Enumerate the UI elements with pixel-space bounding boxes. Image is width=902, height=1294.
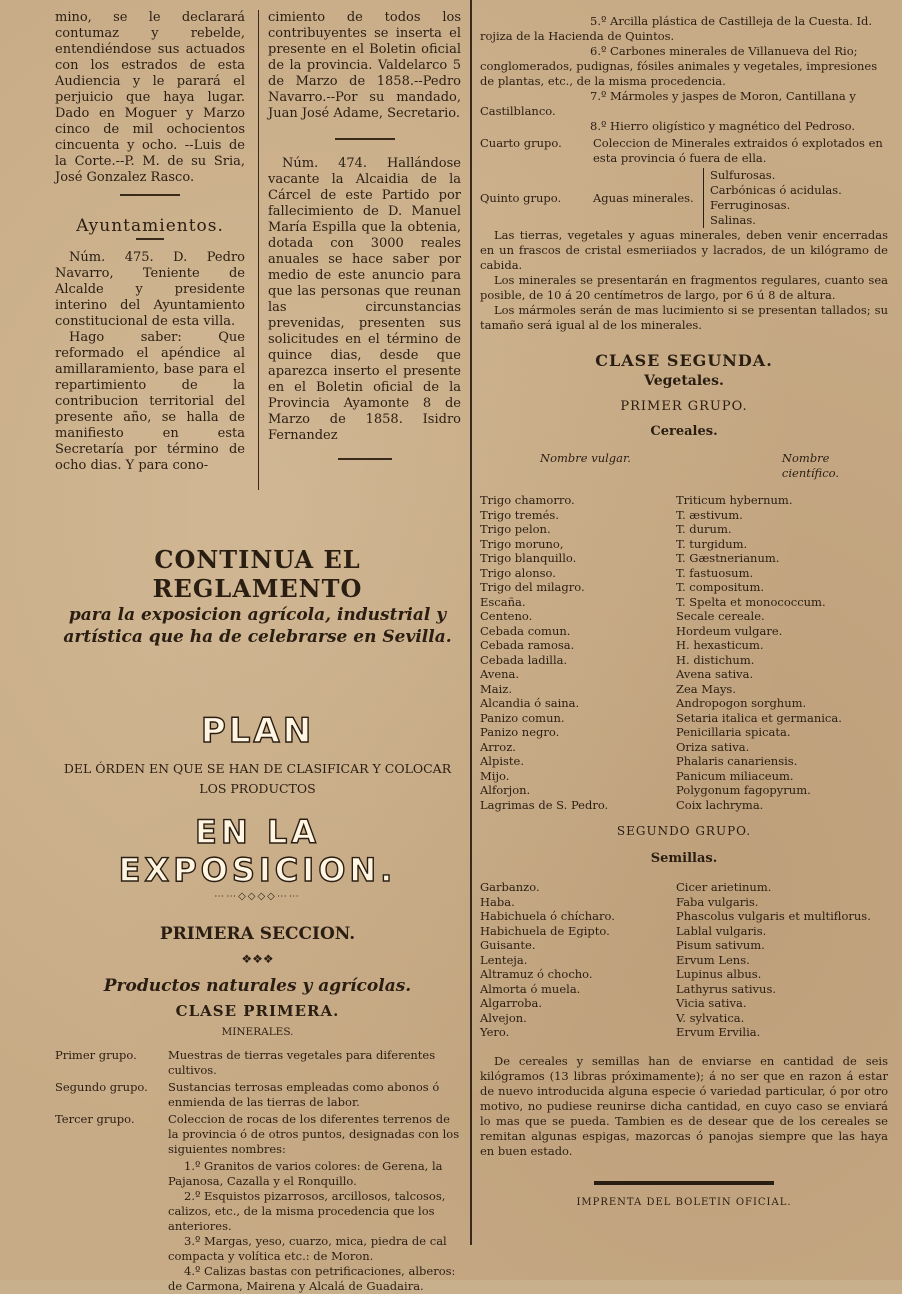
common-name: Yero. <box>480 1025 510 1039</box>
divider <box>338 458 392 460</box>
clase-primera-heading: CLASE PRIMERA. <box>175 1002 340 1020</box>
group-label: Cuarto grupo. <box>480 136 562 150</box>
paragraph: Los minerales se presentarán en fragmentos regulares, cuanto sea posible, de 10 á 20 centímetros de largo, por 6 ú 8 de altura. <box>480 273 888 302</box>
table-row <box>480 967 888 982</box>
semillas-heading: Semillas. <box>650 851 718 866</box>
ornament: ⋯⋯◇◇◇◇⋯⋯ <box>214 891 301 902</box>
table-row <box>480 696 888 711</box>
table-row <box>480 880 888 895</box>
group-text: Sustancias terrosas empleadas como abonos ó enmienda de las tierras de labor. <box>168 1080 440 1109</box>
rock-item: 6.º Carbones minerales de Villanueva del Rio; conglomerados, pudignas, fósiles animales y vegetales, impresiones de plantas, etc., de la misma procedencia. <box>480 44 878 88</box>
scientific-name: Zea Mays. <box>676 681 736 696</box>
common-name: Habichuela de Egipto. <box>480 923 610 938</box>
group-text: Muestras de tierras vegetales para diferentes cultivos. <box>168 1048 436 1077</box>
group-label: Tercer grupo. <box>55 1112 135 1126</box>
common-name: Centeno. <box>480 609 533 623</box>
common-name: Haba. <box>480 894 515 909</box>
table-row <box>480 508 888 523</box>
notice-475-body: Hago saber: Que reformado el apéndice al amillaramiento, base para el repartimiento de la contribucion territorial del presente año, se halla de manifiesto en esta Secretaría por término de ocho dias. Y para cono- <box>55 330 245 473</box>
scientific-name: Vicia sativa. <box>676 996 747 1010</box>
scientific-name: Faba vulgaris. <box>676 894 759 909</box>
table-row <box>480 754 888 769</box>
common-name: Cebada comun. <box>480 623 571 638</box>
common-name: Almorta ó muela. <box>480 981 581 996</box>
minerales-heading: MINERALES. <box>221 1026 294 1038</box>
common-name: Trigo blanquillo. <box>480 551 577 565</box>
table-row <box>480 982 888 997</box>
common-name: Alforjon. <box>480 783 531 797</box>
scientific-name: Ervum Lens. <box>676 952 750 967</box>
table-row <box>480 953 888 968</box>
scientific-name: Oriza sativa. <box>676 739 750 754</box>
column-divider-left <box>258 10 259 490</box>
regulation-subtitle-2: artística que ha de celebrarse en Sevilla. <box>63 627 452 647</box>
table-row <box>480 566 888 581</box>
common-name: Algarroba. <box>480 996 542 1010</box>
scientific-name: Lathyrus sativus. <box>676 981 776 996</box>
exposition-heading: EN LA EXPOSICION. <box>118 813 397 889</box>
common-name: Arroz. <box>480 739 516 754</box>
agua-item: Salinas. <box>710 213 756 227</box>
common-name: Trigo chamorro. <box>480 493 575 507</box>
group-row <box>55 1080 460 1110</box>
group-label: Segundo grupo. <box>55 1080 148 1094</box>
paragraph: Los mármoles serán de mas lucimiento si se presentan tallados; su tamaño será igual al de los minerales. <box>480 303 888 332</box>
scientific-name: Cicer arietinum. <box>676 880 772 894</box>
scientific-name: Phalaris canariensis. <box>676 754 798 768</box>
common-name: Habichuela ó chícharo. <box>480 909 615 923</box>
vegetales-heading: Vegetales. <box>644 373 724 389</box>
table-row <box>480 667 888 682</box>
order-line-1: DEL ÓRDEN EN QUE SE HAN DE CLASIFICAR Y COLOCAR <box>63 761 452 776</box>
common-name: Trigo tremés. <box>480 507 559 522</box>
common-name: Lenteja. <box>480 952 528 967</box>
divider <box>335 138 395 140</box>
table-row <box>480 537 888 552</box>
scientific-name: H. hexasticum. <box>676 638 764 652</box>
common-name: Trigo pelon. <box>480 522 551 536</box>
group-label: Primer grupo. <box>55 1048 137 1062</box>
divider <box>594 1181 774 1185</box>
group-row <box>55 1112 460 1157</box>
table-row <box>480 580 888 595</box>
agua-item: Ferruginosas. <box>710 198 791 212</box>
rock-item: 8.º Hierro oligístico y magnético del Pedroso. <box>590 119 856 133</box>
scientific-name: T. turgidum. <box>676 536 748 551</box>
common-name: Cebada ladilla. <box>480 652 568 667</box>
common-name: Avena. <box>480 667 520 681</box>
common-name: Panizo comun. <box>480 710 565 725</box>
notice-475-header: Núm. 475. D. Pedro Navarro, Teniente de Alcalde y presidente interino del Ayuntamiento constitucional de esta villa. <box>55 250 245 329</box>
order-line-2: LOS PRODUCTOS <box>199 781 316 796</box>
paragraph: Las tierras, vegetales y aguas minerales, deben venir encerradas en un frascos de cristal esmeriiados y lacrados, de un kilógramo de cabida. <box>480 228 888 272</box>
table-row <box>480 551 888 566</box>
column-b <box>268 10 461 468</box>
group-row <box>480 136 888 166</box>
rock-item: 4.º Calizas bastas con petrificaciones, alberos: de Carmona, Mairena y Alcalá de Guadaira. <box>168 1264 456 1293</box>
group-row <box>55 1048 460 1078</box>
scientific-name: T. fastuosum. <box>676 565 754 580</box>
ornament: ❖❖❖ <box>241 952 274 966</box>
scientific-name: Lupinus albus. <box>676 967 762 981</box>
column-c <box>480 14 888 1210</box>
table-row <box>480 493 888 508</box>
group-text: Coleccion de Minerales extraidos ó explotados en esta provincia ó fuera de ella. <box>593 136 883 165</box>
agua-item: Carbónicas ó acidulas. <box>710 183 842 197</box>
scientific-name: Phascolus vulgaris et multiflorus. <box>676 909 871 923</box>
vulgar-header: Nombre vulgar. <box>540 451 631 465</box>
scientific-name: T. Gæstnerianum. <box>676 551 780 565</box>
section-heading: PRIMERA SECCION. <box>159 924 356 944</box>
table-row <box>480 769 888 784</box>
table-row <box>480 725 888 740</box>
table-row <box>480 609 888 624</box>
column-divider-center <box>470 0 472 1245</box>
common-name: Alcandia ó saina. <box>480 696 580 710</box>
scientific-name: Secale cereale. <box>676 609 765 623</box>
table-row <box>480 653 888 668</box>
seeds-table <box>480 880 888 1040</box>
table-row <box>480 595 888 610</box>
rock-item: 7.º Mármoles y jaspes de Moron, Cantillana y Castilblanco. <box>480 89 856 118</box>
paragraph: De cereales y semillas han de enviarse en cantidad de seis kilógramos (13 libras próximamente); á no ser que en razon á estar de nuevo introducida alguna especie ó variedad particular, ó por otro motivo, no pudiese reunirse dicha cantidad, en cuyo caso se enviará lo mas que se pueda. Tambien es de desear que de los cereales se remitan algunas espigas, mazorcas ó panojas siempre que las haya en buen estado. <box>480 1053 888 1158</box>
table-row <box>480 1025 888 1040</box>
plan-heading: PLAN <box>200 711 315 751</box>
scientific-name: Coix lachryma. <box>676 797 764 812</box>
scientific-name: T. æstivum. <box>676 507 743 522</box>
agua-item: Sulfurosas. <box>710 168 776 182</box>
table-row <box>480 740 888 755</box>
column-headers <box>480 451 888 481</box>
aguas-list <box>703 168 842 228</box>
common-name: Mijo. <box>480 768 510 783</box>
table-row <box>480 924 888 939</box>
scientific-name: Avena sativa. <box>676 667 754 681</box>
quinto-grupo <box>480 168 888 228</box>
common-name: Maiz. <box>480 681 513 696</box>
rock-item: 1.º Granitos de varios colores: de Gerena, la Pajanosa, Cazalla y el Ronquillo. <box>168 1159 443 1188</box>
scientific-name: T. durum. <box>676 522 732 536</box>
table-row <box>480 711 888 726</box>
table-row <box>480 682 888 697</box>
common-name: Lagrimas de S. Pedro. <box>480 797 609 812</box>
scientific-name: Ervum Ervilia. <box>676 1025 761 1039</box>
aguas-label: Aguas minerales. <box>593 190 694 205</box>
column-a <box>55 10 245 474</box>
group-label: Quinto grupo. <box>480 190 562 205</box>
scientific-name: Pisum sativum. <box>676 938 765 952</box>
common-name: Alvejon. <box>480 1010 527 1025</box>
cereales-heading: Cereales. <box>650 424 718 439</box>
scientific-name: Hordeum vulgare. <box>676 623 783 638</box>
group-text: Coleccion de rocas de los diferentes terrenos de la provincia ó de otros puntos, designadas con los siguientes nombres: <box>168 1112 460 1156</box>
table-row <box>480 938 888 953</box>
regulation-subtitle-1: para la exposicion agrícola, industrial y <box>68 605 447 625</box>
scientific-name: Penicillaria spicata. <box>676 725 791 739</box>
common-name: Garbanzo. <box>480 880 540 894</box>
segundo-grupo-heading: SEGUNDO GRUPO. <box>616 824 752 838</box>
scientific-name: Polygonum fagopyrum. <box>676 783 811 797</box>
valdelarco-notice-end: cimiento de todos los contribuyentes se inserta el presente en el Boletin oficial de la provincia. Valdelarco 5 de Marzo de 1858.--Pedro Navarro.--Por su mandado, Juan José Adame, Secretario. <box>268 10 461 121</box>
scientific-name: Andropogon sorghum. <box>676 696 807 710</box>
primer-grupo-heading: PRIMER GRUPO. <box>620 399 748 414</box>
table-row <box>480 783 888 798</box>
moguer-notice-end: mino, se le declarará contumaz y rebelde, entendiéndose sus actuados con los estrados de esta Audiencia y le parará el perjuicio que haya lugar. Dado en Moguer y Marzo cinco de mil ochocientos cincuenta y ocho. --Luis de la Corte.--P. M. de su Sria, José Gonzalez Rasco. <box>55 10 245 185</box>
common-name: Guisante. <box>480 938 536 952</box>
table-row <box>480 522 888 537</box>
table-row <box>480 638 888 653</box>
divider <box>120 194 180 196</box>
common-name: Panizo negro. <box>480 725 560 739</box>
scientific-name: Lablal vulgaris. <box>676 923 767 938</box>
rock-item: 2.º Esquistos pizarrosos, arcillosos, talcosos, calizos, etc., de la misma procedencia que los anteriores. <box>168 1189 446 1233</box>
scientific-name: Triticum hybernum. <box>676 493 793 507</box>
table-row <box>480 624 888 639</box>
notice-474: Núm. 474. Hallándose vacante la Alcaidia de la Cárcel de este Partido por fallecimiento de D. Manuel María Espilla que la obtenia, dotada con 3000 reales anuales se hace saber por medio de este anuncio para que las personas que reunan las circunstancias prevenidas, presenten sus solicitudes en el término de quince dias, desde que aparezca inserto el presente en el Boletin oficial de la Provincia Ayamonte 8 de Marzo de 1858. Isidro Fernandez <box>268 156 461 443</box>
common-name: Altramuz ó chocho. <box>480 967 593 981</box>
common-name: Trigo alonso. <box>480 565 556 580</box>
scientific-name: Panicum miliaceum. <box>676 768 794 783</box>
table-row <box>480 996 888 1011</box>
table-row <box>480 909 888 924</box>
scientific-name: T. Spelta et monococcum. <box>676 594 826 609</box>
common-name: Cebada ramosa. <box>480 638 575 652</box>
rock-item: 3.º Margas, yeso, cuarzo, mica, piedra de cal compacta y volítica etc.: de Moron. <box>168 1234 447 1263</box>
table-row <box>480 895 888 910</box>
regulation-title: CONTINUA EL REGLAMENTO <box>152 545 363 603</box>
scientific-name: V. sylvatica. <box>676 1010 745 1025</box>
regulation-block <box>55 545 460 1294</box>
rock-item: 5.º Arcilla plástica de Castilleja de la Cuesta. Id. rojiza de la Hacienda de Quintos. <box>480 14 873 43</box>
scientific-name: T. compositum. <box>676 580 765 594</box>
common-name: Trigo moruno, <box>480 536 564 551</box>
scientific-name: Setaria italica et germanica. <box>676 710 842 725</box>
common-name: Alpiste. <box>480 754 525 768</box>
table-row <box>480 1011 888 1026</box>
scientific-name: H. distichum. <box>676 652 755 667</box>
productos-heading: Productos naturales y agrícolas. <box>103 976 412 996</box>
imprint: IMPRENTA DEL BOLETIN OFICIAL. <box>576 1196 792 1208</box>
common-name: Trigo del milagro. <box>480 580 585 594</box>
table-row <box>480 798 888 813</box>
divider <box>136 238 164 240</box>
cientifico-header: Nombre científico. <box>781 451 840 480</box>
cereals-table <box>480 493 888 812</box>
clase-segunda-heading: CLASE SEGUNDA. <box>595 351 773 370</box>
common-name: Escaña. <box>480 594 526 609</box>
ayuntamientos-heading: Ayuntamientos. <box>76 216 224 236</box>
